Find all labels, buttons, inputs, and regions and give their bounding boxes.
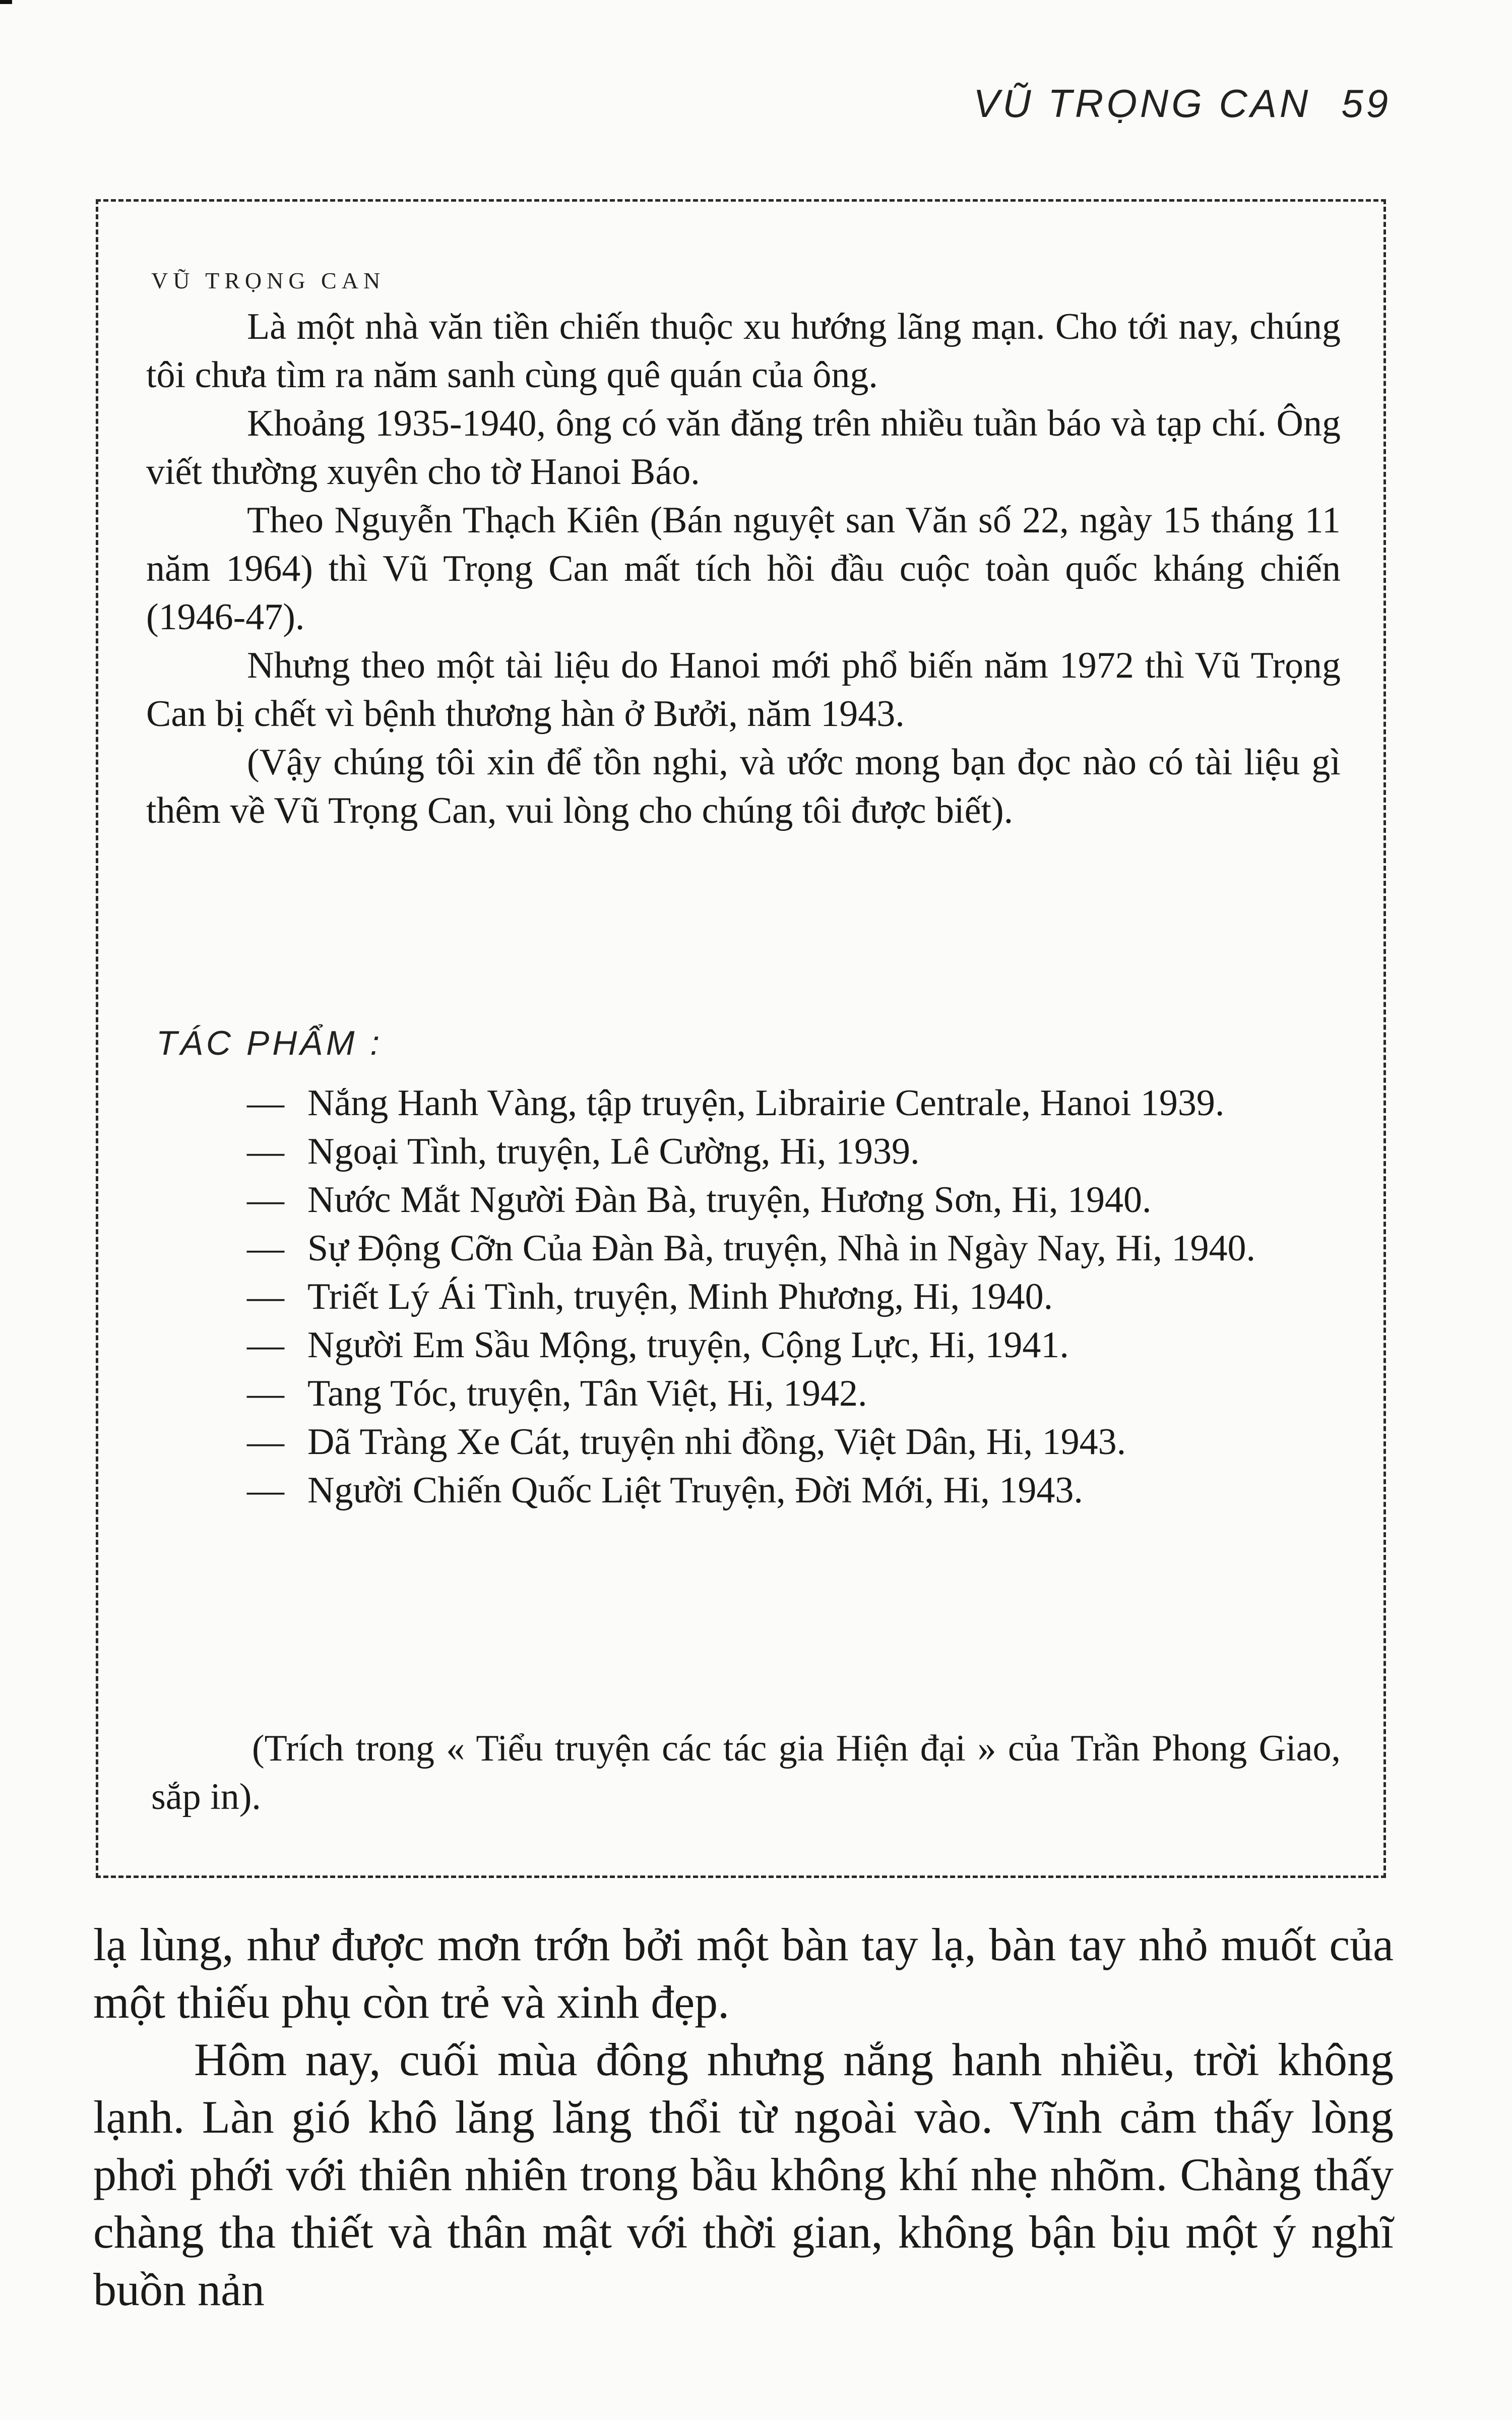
work-title: Người Em Sầu Mộng, truyện, Cộng Lực, Hi, 1941. [307,1324,1069,1366]
work-title: Tang Tóc, truyện, Tân Việt, Hi, 1942. [307,1373,867,1414]
work-item [247,1127,1341,1176]
running-header [958,81,1391,127]
list-dash: — [247,1421,284,1463]
work-item [247,1176,1341,1224]
work-item [247,1466,1341,1515]
entry-paragraph: Theo Nguyễn Thạch Kiên (Bán nguyệt san Văn số 22, ngày 15 tháng 11 năm 1964) thì Vũ Trọng Can mất tích hồi đầu cuộc toàn quốc kháng chiến (1946-47). [146,500,1341,638]
entry-heading: VŨ TRỌNG CAN [151,268,386,293]
work-item [247,1224,1341,1273]
work-title: Người Chiến Quốc Liệt Truyện, Đời Mới, Hi, 1943. [307,1470,1083,1511]
list-dash: — [247,1470,284,1511]
works-list [247,1079,1341,1515]
entry-paragraph: Khoảng 1935-1940, ông có văn đăng trên nhiều tuần báo và tạp chí. Ông viết thường xuyên cho tờ Hanoi Báo. [146,403,1341,493]
list-dash: — [247,1276,284,1317]
list-dash: — [247,1131,284,1172]
work-title: Sự Động Cỡn Của Đàn Bà, truyện, Nhà in Ngày Nay, Hi, 1940. [307,1228,1256,1269]
story-paragraph: Hôm nay, cuối mùa đông nhưng nắng hanh nhiều, trời không lạnh. Làn gió khô lăng lăng thổi từ ngoài vào. Vĩnh cảm thấy lòng phơi phới với thiên nhiên trong bầu không khí nhẹ nhõm. Chàng thấy chàng tha thiết và thân mật với thời gian, không bận bịu một ý nghĩ buồn nản [93,2034,1394,2315]
page-number: 59 [1341,81,1391,126]
list-dash: — [247,1082,284,1124]
work-item [247,1369,1341,1418]
scan-artifact [0,0,12,4]
work-item [247,1418,1341,1466]
story-paragraph: lạ lùng, như được mơn trớn bởi một bàn tay lạ, bàn tay nhỏ muốt của một thiếu phụ còn trẻ và xinh đẹp. [93,1919,1394,2028]
work-title: Triết Lý Ái Tình, truyện, Minh Phương, Hi, 1940. [307,1276,1053,1317]
work-title: Ngoại Tình, truyện, Lê Cường, Hi, 1939. [307,1131,920,1172]
list-dash: — [247,1179,284,1221]
running-title: VŨ TRỌNG CAN [973,81,1311,126]
work-item [247,1273,1341,1321]
work-title: Nước Mắt Người Đàn Bà, truyện, Hương Sơn, Hi, 1940. [307,1179,1152,1221]
work-item [247,1079,1341,1127]
entry-paragraph: Nhưng theo một tài liệu do Hanoi mới phổ biến năm 1972 thì Vũ Trọng Can bị chết vì bệnh thương hàn ở Bưởi, năm 1943. [146,645,1341,735]
entry-paragraph: (Vậy chúng tôi xin để tồn nghi, và ước mong bạn đọc nào có tài liệu gì thêm về Vũ Trọng Can, vui lòng cho chúng tôi được biết). [146,742,1341,831]
work-title: Dã Tràng Xe Cát, truyện nhi đồng, Việt Dân, Hi, 1943. [307,1421,1126,1463]
list-dash: — [247,1373,284,1414]
works-heading: TÁC PHẨM : [156,1024,383,1062]
list-dash: — [247,1324,284,1366]
list-dash: — [247,1228,284,1269]
work-item [247,1321,1341,1369]
entry-paragraph: Là một nhà văn tiền chiến thuộc xu hướng lãng mạn. Cho tới nay, chúng tôi chưa tìm ra năm sanh cùng quê quán của ông. [146,306,1341,396]
work-title: Nắng Hanh Vàng, tập truyện, Librairie Centrale, Hanoi 1939. [307,1082,1225,1124]
entry-text [146,302,1341,835]
source-note: (Trích trong « Tiểu truyện các tác gia Hiện đại » của Trần Phong Giao, sắp in). [151,1728,1341,1818]
story-text [93,1916,1394,2318]
